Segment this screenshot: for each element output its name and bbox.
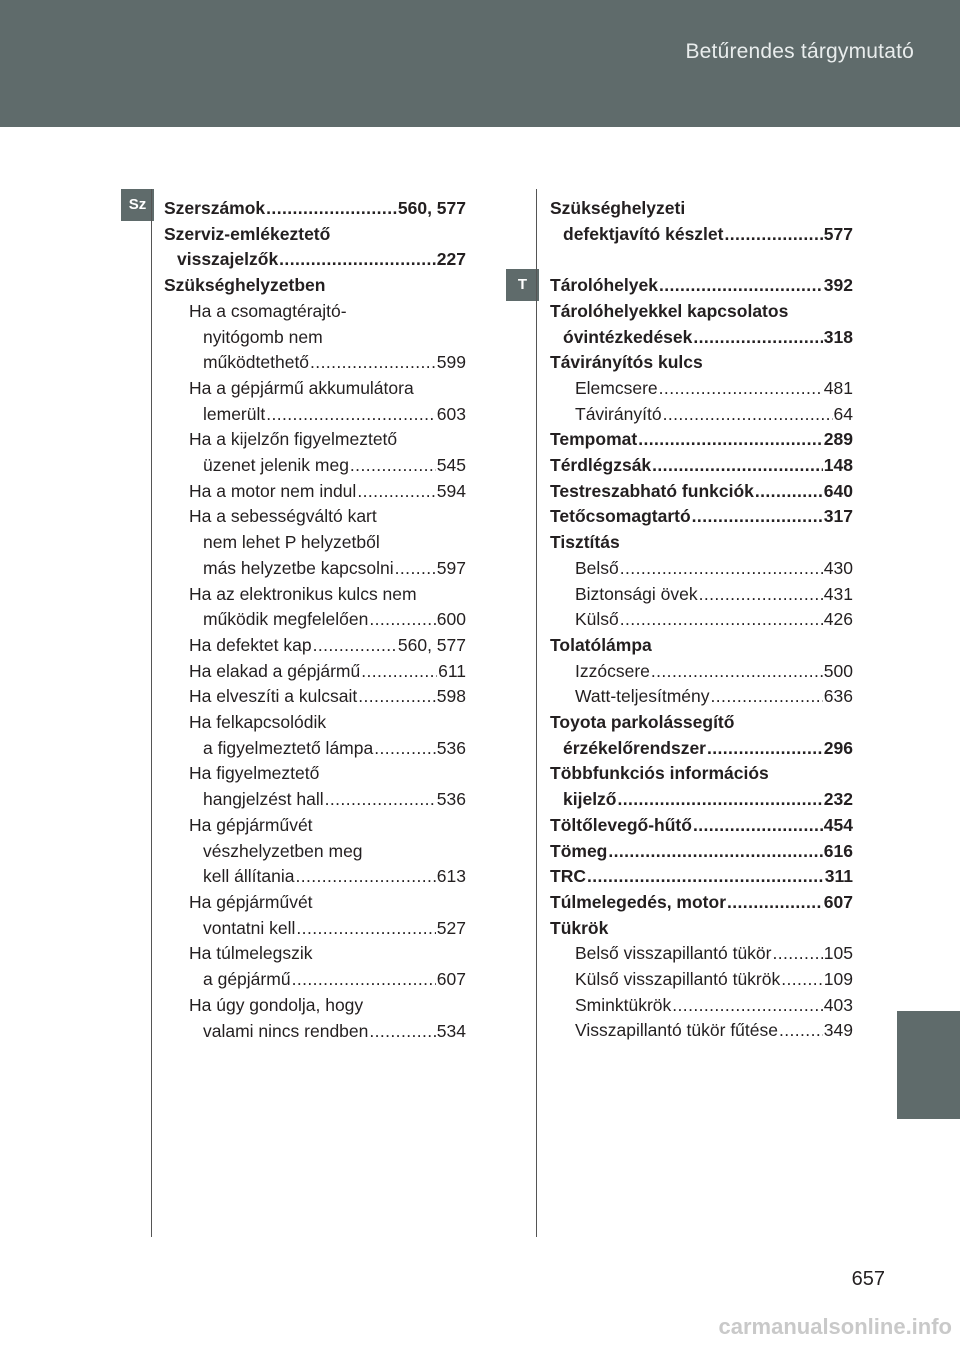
index-line [550, 1018, 853, 1044]
index-line [164, 196, 466, 222]
index-entry [550, 890, 853, 916]
page-reference: 560, 577 [397, 634, 466, 655]
page-reference: 430 [823, 557, 853, 578]
index-line [550, 659, 853, 685]
index-line [164, 941, 466, 967]
index-term: defektjavító készlet [563, 223, 724, 244]
column-divider-middle [536, 189, 537, 1237]
index-line [164, 1019, 466, 1045]
dot-leader [620, 607, 823, 633]
index-subentry [550, 941, 853, 967]
dot-leader [608, 839, 822, 865]
page-reference: 296 [823, 737, 853, 758]
index-subentry [164, 633, 466, 659]
index-term: óvintézkedések [563, 326, 693, 347]
page-reference: 607 [823, 891, 853, 912]
index-line [550, 453, 853, 479]
index-subentry [550, 582, 853, 608]
index-term: TRC [550, 866, 586, 887]
index-term: Külső [575, 609, 619, 630]
index-subentry [550, 684, 853, 710]
index-line [550, 325, 853, 351]
index-line [164, 684, 466, 710]
dot-leader [350, 453, 436, 479]
index-term: Szerszámok [164, 198, 266, 218]
index-term: Belső visszapillantó tükör [575, 943, 772, 964]
dot-leader [699, 582, 823, 608]
index-line [164, 504, 466, 530]
index-term: Toyota parkolássegítő [550, 712, 735, 733]
index-term: visszajelzők [177, 249, 279, 270]
index-term: nyitógomb nem [203, 326, 323, 347]
index-entry [550, 427, 853, 453]
page-reference: 317 [823, 506, 853, 527]
page-reference: 105 [823, 943, 853, 964]
page-reference: 600 [436, 609, 466, 630]
dot-leader [772, 941, 822, 967]
index-entry [550, 813, 853, 839]
index-term: Külső visszapillantó tükrök [575, 969, 781, 990]
page-reference: 109 [823, 969, 853, 990]
index-entry [550, 196, 853, 247]
index-line [164, 813, 466, 839]
dot-leader [755, 479, 823, 505]
index-line [164, 916, 466, 942]
index-subentry [550, 1018, 853, 1044]
index-subentry [164, 684, 466, 710]
index-entry [550, 453, 853, 479]
column-divider-left [151, 189, 152, 1237]
index-term: Töltőlevegő-hűtő [550, 814, 692, 835]
page-reference: 599 [436, 352, 466, 373]
page-reference: 227 [436, 249, 466, 270]
index-entry [550, 864, 853, 890]
index-line [550, 633, 853, 659]
index-line [164, 607, 466, 633]
index-line [550, 710, 853, 736]
index-line [164, 890, 466, 916]
index-subentry [550, 607, 853, 633]
page-reference: 454 [823, 814, 853, 835]
index-line [550, 839, 853, 865]
index-line [164, 325, 466, 351]
index-term: Ha defektet kap [189, 634, 312, 655]
index-subentry [164, 504, 466, 581]
page-reference: 577 [823, 223, 853, 244]
index-line [164, 222, 466, 248]
header-band [0, 0, 960, 127]
index-term: vontatni kell [203, 917, 296, 938]
index-line [550, 582, 853, 608]
index-term: Ha túlmelegszik [189, 943, 313, 964]
index-term: Ha a sebességváltó kart [189, 506, 377, 527]
index-line [550, 864, 853, 890]
index-line [164, 273, 466, 299]
index-term: Izzócsere [575, 660, 650, 681]
dot-leader [266, 196, 397, 222]
dot-leader [618, 787, 823, 813]
page-reference: 594 [436, 480, 466, 501]
index-term: nem lehet P helyzetből [203, 532, 380, 553]
index-line [550, 941, 853, 967]
index-term: Tükrök [550, 917, 609, 938]
dot-leader [295, 864, 435, 890]
index-line [164, 993, 466, 1019]
index-term: Biztonsági övek [575, 583, 698, 604]
index-line [164, 787, 466, 813]
index-term: Tárolóhelyekkel kapcsolatos [550, 300, 789, 321]
dot-leader [781, 967, 823, 993]
dot-leader [357, 479, 435, 505]
index-term: Visszapillantó tükör fűtése [575, 1020, 778, 1041]
index-line [550, 736, 853, 762]
index-term: Watt-teljesítmény [575, 686, 710, 707]
dot-leader [659, 273, 823, 299]
index-line [550, 427, 853, 453]
index-line [550, 376, 853, 402]
dot-leader [693, 325, 822, 351]
index-line [164, 582, 466, 608]
page-reference: 536 [436, 737, 466, 758]
index-subentry [550, 556, 853, 582]
dot-leader [707, 736, 823, 762]
index-line [550, 916, 853, 942]
dot-leader [727, 890, 823, 916]
index-line [164, 530, 466, 556]
page-reference: 64 [833, 403, 853, 424]
watermark: carmanualsonline.info [718, 1314, 952, 1339]
index-term: vészhelyzetben meg [203, 840, 363, 861]
page-reference: 536 [436, 789, 466, 810]
index-line [164, 761, 466, 787]
dot-leader [779, 1018, 823, 1044]
index-subentry [164, 941, 466, 992]
index-term: a gépjármű [203, 969, 291, 990]
dot-leader [369, 607, 435, 633]
index-line [550, 813, 853, 839]
page-reference: 426 [823, 609, 853, 630]
index-line [164, 350, 466, 376]
index-line [550, 350, 853, 376]
page-reference: 500 [823, 660, 853, 681]
index-line [164, 633, 466, 659]
dot-leader [279, 247, 436, 273]
index-line [550, 196, 853, 222]
page-reference: 318 [823, 326, 853, 347]
index-term: Távirányítós kulcs [550, 352, 703, 373]
index-line [164, 453, 466, 479]
page-reference: 289 [823, 429, 853, 450]
index-line [164, 402, 466, 428]
index-line [550, 607, 853, 633]
index-term: Térdlégzsák [550, 455, 652, 476]
dot-leader [313, 633, 397, 659]
dot-leader [724, 222, 822, 248]
index-term: működik megfelelően [203, 609, 369, 630]
index-term: Ha gépjárművét [189, 891, 313, 912]
page-reference: 636 [823, 686, 853, 707]
index-line [550, 299, 853, 325]
page-reference: 431 [823, 583, 853, 604]
index-subentry [164, 710, 466, 761]
dot-leader [659, 376, 823, 402]
side-thumb-tab [897, 1011, 960, 1119]
index-line [550, 967, 853, 993]
dot-leader [361, 659, 437, 685]
index-term: Szükséghelyzetben [164, 275, 326, 296]
index-line [164, 710, 466, 736]
index-subentry [550, 967, 853, 993]
index-term: Ha a gépjármű akkumulátora [189, 377, 414, 398]
index-term: más helyzetbe kapcsolni [203, 557, 394, 578]
dot-leader [693, 813, 823, 839]
dot-leader [358, 684, 436, 710]
index-line [550, 530, 853, 556]
dot-leader [672, 993, 823, 1019]
index-term: Ha az elektronikus kulcs nem [189, 583, 417, 604]
index-term: Ha a kijelzőn figyelmeztető [189, 429, 398, 450]
index-term: Tárolóhelyek [550, 275, 658, 296]
index-subentry [164, 299, 466, 376]
index-term: Elemcsere [575, 377, 658, 398]
index-term: kell állítania [203, 866, 295, 887]
index-line [164, 659, 466, 685]
page-reference: 403 [823, 994, 853, 1015]
index-term: Tisztítás [550, 532, 620, 553]
index-term: Testreszabható funkciók [550, 480, 754, 501]
dot-leader [711, 684, 823, 710]
index-line [164, 864, 466, 890]
page-reference: 640 [823, 480, 853, 501]
index-entry [550, 350, 853, 376]
index-line [550, 787, 853, 813]
index-column-left [164, 196, 466, 1044]
index-line [164, 556, 466, 582]
index-entry [550, 916, 853, 942]
index-subentry [550, 993, 853, 1019]
index-term: hangjelzést hall [203, 789, 324, 810]
index-term: Ha felkapcsolódik [189, 712, 327, 733]
index-term: Ha elakad a gépjármű [189, 660, 361, 681]
index-term: lemerült [203, 403, 266, 424]
section-marker-t: T [506, 269, 539, 301]
index-subentry [550, 402, 853, 428]
page-reference: 481 [823, 377, 853, 398]
index-entry [550, 299, 853, 350]
page-reference: 148 [823, 455, 853, 476]
index-term: Belső [575, 557, 619, 578]
index-subentry [164, 890, 466, 941]
page-reference: 545 [436, 455, 466, 476]
page-reference: 613 [436, 866, 466, 887]
index-term: Ha figyelmeztető [189, 763, 320, 784]
index-line [550, 222, 853, 248]
dot-leader [296, 916, 435, 942]
section-marker-sz: Sz [121, 189, 154, 221]
index-entry [164, 196, 466, 222]
index-line [164, 736, 466, 762]
index-term: érzékelőrendszer [563, 737, 706, 758]
index-column-right [550, 196, 853, 1044]
index-line [164, 967, 466, 993]
index-term: Ha a csomagtérajtó- [189, 300, 347, 321]
index-subentry [164, 479, 466, 505]
page-reference: 616 [823, 840, 853, 861]
dot-leader [292, 967, 436, 993]
index-term: Tolatólámpa [550, 634, 652, 655]
page-reference: 560, 577 [397, 198, 466, 218]
index-subentry [164, 582, 466, 633]
index-entry [164, 273, 466, 299]
dot-leader [651, 659, 823, 685]
index-term: Tempomat [550, 429, 638, 450]
dot-leader [620, 556, 823, 582]
index-term: üzenet jelenik meg [203, 455, 349, 476]
page-reference: 603 [436, 403, 466, 424]
dot-leader [663, 402, 833, 428]
dot-leader [652, 453, 823, 479]
index-entry [550, 273, 853, 299]
page-reference: 607 [436, 969, 466, 990]
index-line [550, 273, 853, 299]
index-term: kijelző [563, 789, 617, 810]
index-term: Szerviz-emlékeztető [164, 223, 331, 244]
index-subentry [164, 813, 466, 890]
page-reference: 534 [436, 1020, 466, 1041]
index-line [550, 479, 853, 505]
index-line [550, 890, 853, 916]
dot-leader [325, 787, 436, 813]
index-entry [550, 530, 853, 556]
index-term: Szükséghelyzeti [550, 198, 686, 218]
index-line [164, 299, 466, 325]
page-number: 657 [851, 1268, 885, 1290]
page-reference: 311 [824, 866, 853, 887]
index-entry [550, 633, 853, 659]
index-line [164, 427, 466, 453]
index-term: valami nincs rendben [203, 1020, 369, 1041]
index-gap [550, 247, 853, 273]
index-line [550, 556, 853, 582]
index-term: Többfunkciós információs [550, 763, 769, 784]
index-term: Tömeg [550, 840, 608, 861]
index-term: Tetőcsomagtartó [550, 506, 691, 527]
dot-leader [692, 504, 823, 530]
index-term: Ha gépjárművét [189, 814, 313, 835]
index-line [550, 993, 853, 1019]
page-reference: 232 [823, 789, 853, 810]
dot-leader [374, 736, 436, 762]
index-entry [164, 222, 466, 273]
index-line [550, 761, 853, 787]
index-term: Túlmelegedés, motor [550, 891, 727, 912]
dot-leader [638, 427, 823, 453]
page-reference: 597 [436, 557, 466, 578]
page-reference: 527 [436, 917, 466, 938]
dot-leader [395, 556, 436, 582]
index-entry [550, 839, 853, 865]
index-subentry [164, 761, 466, 812]
index-subentry [164, 427, 466, 478]
dot-leader [266, 402, 436, 428]
dot-leader [369, 1019, 435, 1045]
index-line [164, 247, 466, 273]
page-reference: 598 [436, 686, 466, 707]
index-line [164, 376, 466, 402]
index-subentry [550, 376, 853, 402]
page-reference: 349 [823, 1020, 853, 1041]
index-term: Ha úgy gondolja, hogy [189, 994, 364, 1015]
index-term: Ha elveszíti a kulcsait [189, 686, 358, 707]
index-term: Sminktükrök [575, 994, 672, 1015]
index-term: Távirányító [575, 403, 662, 424]
dot-leader [310, 350, 436, 376]
index-entry [550, 710, 853, 761]
index-entry [550, 761, 853, 812]
index-line [164, 479, 466, 505]
index-term: a figyelmeztető lámpa [203, 737, 374, 758]
index-subentry [164, 376, 466, 427]
index-entry [550, 504, 853, 530]
page-reference: 392 [823, 275, 853, 296]
dot-leader [587, 864, 824, 890]
index-line [550, 402, 853, 428]
index-entry [550, 479, 853, 505]
index-line [550, 504, 853, 530]
index-subentry [164, 993, 466, 1044]
index-subentry [164, 659, 466, 685]
index-line [550, 684, 853, 710]
index-line [164, 839, 466, 865]
index-term: működtethető [203, 352, 310, 373]
index-term: Ha a motor nem indul [189, 480, 357, 501]
page-reference: 611 [438, 660, 466, 681]
index-subentry [550, 659, 853, 685]
header-title: Betűrendes tárgymutató [685, 40, 914, 63]
